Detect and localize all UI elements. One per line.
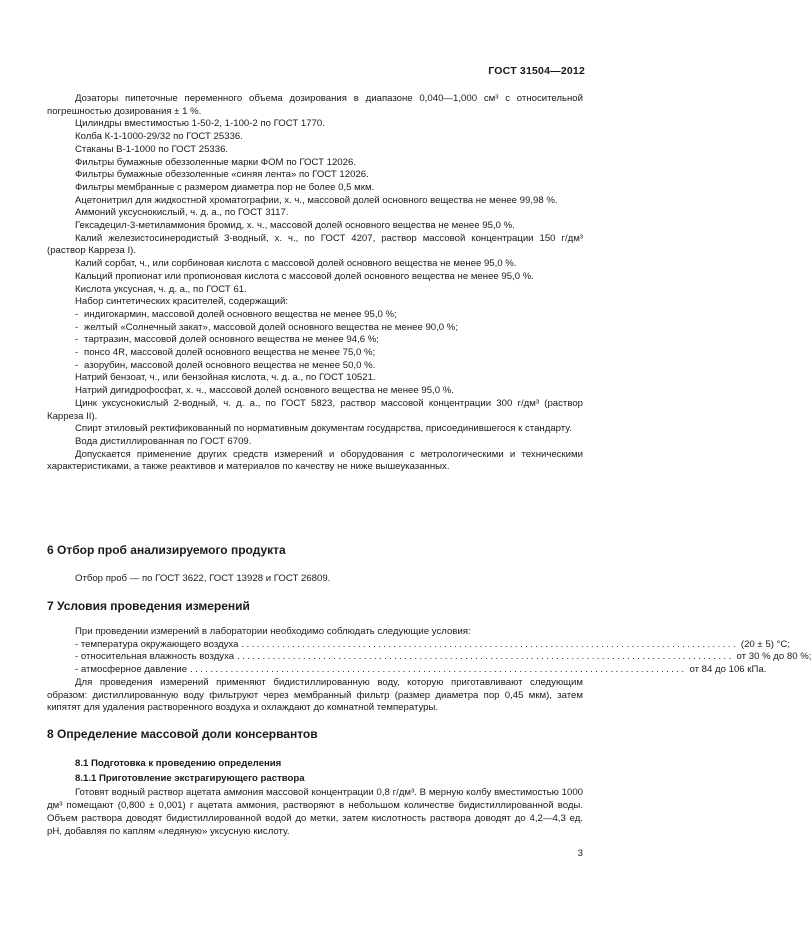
dye-item: - индигокармин, массовой долей основного вещества не менее 95,0 %; [47, 309, 583, 322]
dot-leader: .................................................................................................. [237, 651, 734, 663]
dot-leader: .................................................................................................. [190, 664, 687, 676]
paragraph: Дозаторы пипеточные переменного объема дозирования в диапазоне 0,040—1,000 см³ с относительной погрешностью дозирования ± 1 %. [47, 93, 583, 117]
paragraph: Кислота уксусная, ч. д. а., по ГОСТ 61. [75, 283, 247, 295]
paragraph: Для проведения измерений применяют бидистиллированную воду, которую приготавливают следующим образом: дистиллированную воду фильтруют через мембранный фильтр (размер диаметра пор 0,45 мкм), затем кипятят для удаления растворенного воздуха и охлаждают до комнатной температуры. [47, 676, 583, 714]
section-7 [47, 600, 583, 613]
dye-item: - понсо 4R, массовой долей основного вещества не менее 75,0 %; [47, 347, 583, 360]
dye-item: - желтый «Солнечный закат», массовой долей основного вещества не менее 90,0 %; [47, 322, 583, 335]
section-8 [47, 728, 583, 741]
section-title: 6 Отбор проб анализируемого продукта [47, 543, 286, 557]
dye-item: - азорубин, массовой долей основного вещества не менее 50,0 %. [47, 360, 583, 373]
paragraph: Фильтры мембранные с размером диаметра пор не более 0,5 мкм. [75, 181, 375, 193]
condition-row: - температура окружающего воздуха .................................................................................................. (20 ± 5) °С; [47, 639, 583, 652]
paragraph: Вода дистиллированная по ГОСТ 6709. [75, 435, 252, 447]
section-7-body [47, 626, 811, 715]
paragraph: Фильтры бумажные обеззоленные марки ФОМ по ГОСТ 12026. [75, 156, 356, 168]
subsection-title: 8.1.1 Приготовление экстрагирующего раствора [75, 772, 305, 784]
condition-row: - атмосферное давление .................................................................................................. от 84 до 106 кПа. [47, 664, 583, 677]
paragraph: Фильтры бумажные обеззоленные «синяя лента» по ГОСТ 12026. [75, 169, 369, 181]
equipment-list [47, 93, 583, 474]
paragraph: Стаканы В-1-1000 по ГОСТ 25336. [75, 143, 229, 155]
paragraph: Допускается применение других средств измерений и оборудования с метрологическими и техническими характеристиками, а также реактивов и материалов по качеству не ниже вышеуказанных. [47, 448, 583, 473]
paragraph: Калий железистосинеродистый 3-водный, х. ч., по ГОСТ 4207, раствор массовой концентрации 150 г/дм³ (раствор Карреза I). [47, 232, 583, 257]
section-6-body [47, 573, 583, 586]
dye-item: - тартразин, массовой долей основного вещества не менее 94,6 %; [47, 334, 583, 347]
dot-leader: .................................................................................................. [241, 638, 738, 650]
paragraph: Ацетонитрил для жидкостной хроматографии, х. ч., массовой долей основного вещества не менее 99,98 %. [75, 194, 558, 206]
paragraph: Гексадецил-3-метиламмония бромид, х. ч., массовой долей основного вещества не менее 95,0 %. [75, 220, 515, 232]
paragraph: Спирт этиловый ректификованный по нормативным документам государства, присоединившегося к стандарту. [75, 423, 572, 435]
paragraph: Готовят водный раствор ацетата аммония массовой концентрации 0,8 г/дм³. В мерную колбу вместимостью 1000 дм³ помещают (0,800 ± 0,001) г ацетата аммония, растворяют в небольшом количестве бидистиллированной воды. Объем раствора доводят бидистиллированной водой до метки, затем кислотность раствора доводят до 4,2—4,3 ед. рН, добавляя по каплям «ледяную» уксусную кислоту. [47, 787, 583, 837]
subsection-title: 8.1 Подготовка к проведению определения [75, 758, 282, 769]
section-6 [47, 544, 583, 557]
standard-header: ГОСТ 31504—2012 [488, 65, 585, 77]
paragraph: Натрий дигидрофосфат, х. ч., массовой долей основного вещества не менее 95,0 %. [75, 385, 454, 397]
paragraph: Натрий бензоат, ч., или бензойная кислота, ч. д. а., по ГОСТ 10521. [75, 372, 376, 384]
paragraph: Кальций пропионат или пропионовая кислота с массовой долей основного вещества не менее 95,0 %. [75, 270, 534, 282]
page-number: 3 [577, 848, 583, 859]
paragraph: При проведении измерений в лаборатории необходимо соблюдать следующие условия: [75, 626, 471, 637]
section-title: 7 Условия проведения измерений [47, 599, 250, 613]
paragraph: Набор синтетических красителей, содержащий: [75, 296, 289, 308]
paragraph: Отбор проб — по ГОСТ 3622, ГОСТ 13928 и ГОСТ 26809. [75, 573, 331, 584]
paragraph: Цилиндры вместимостью 1-50-2, 1-100-2 по ГОСТ 1770. [75, 118, 325, 130]
paragraph: Колба К-1-1000-29/32 по ГОСТ 25336. [75, 131, 243, 143]
paragraph: Цинк уксуснокислый 2-водный, ч. д. а., по ГОСТ 5823, раствор массовой концентрации 300 г/дм³ (раствор Карреза II). [47, 397, 583, 422]
section-8-body [47, 758, 583, 838]
paragraph: Аммоний уксуснокислый, ч. д. а., по ГОСТ 3117. [75, 207, 289, 219]
paragraph: Калий сорбат, ч., или сорбиновая кислота с массовой долей основного вещества не менее 95,0 %. [75, 258, 517, 270]
condition-row: - относительная влажность воздуха .................................................................................................. от 30 % до 80 %; [47, 651, 583, 664]
section-title: 8 Определение массовой доли консервантов [47, 727, 318, 741]
